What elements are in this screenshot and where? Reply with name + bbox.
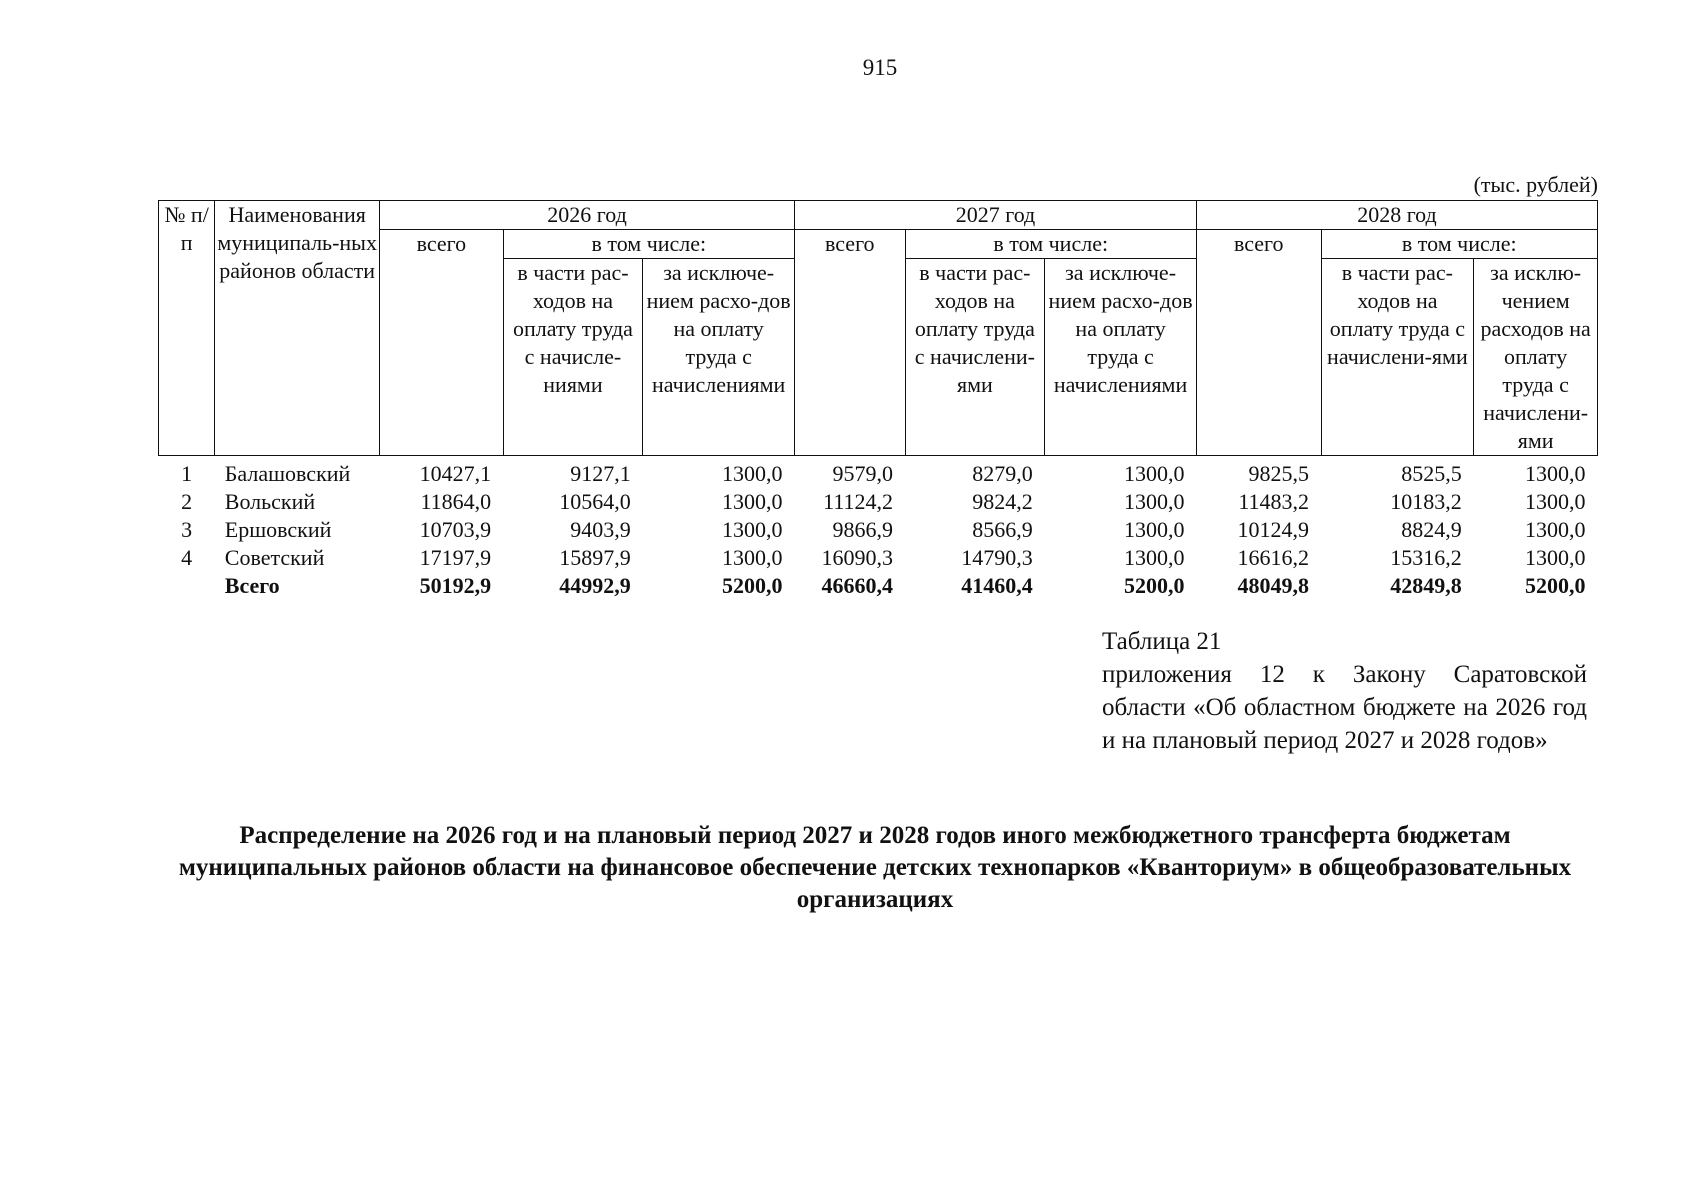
cell-value: 11124,2 <box>823 489 894 514</box>
header-total-2028: всего <box>1196 230 1321 456</box>
table-row <box>159 488 1598 516</box>
units-note: (тыс. рублей) <box>1473 172 1598 197</box>
cell-value: 1300,0 <box>1525 489 1586 514</box>
row-name: Вольский <box>224 489 316 514</box>
table-caption <box>1102 625 1587 757</box>
cell-value: 1300,0 <box>1123 489 1185 514</box>
row-num: 3 <box>181 517 193 542</box>
cell-value: 5200,0 <box>1525 573 1586 598</box>
cell-value: 1300,0 <box>722 489 783 514</box>
cell-value: 46660,4 <box>821 573 894 598</box>
header-including-2027: в том числе: <box>905 230 1196 259</box>
cell-value: 8525,5 <box>1401 461 1462 486</box>
cell-value: 1300,0 <box>1123 461 1185 486</box>
page-number: 915 <box>862 55 898 80</box>
cell-value: 5200,0 <box>1123 573 1185 598</box>
header-year-2028: 2028 год <box>1196 201 1597 230</box>
cell-value: 11483,2 <box>1238 489 1310 514</box>
header-name: Наименования муниципаль-ных районов области <box>215 201 380 456</box>
cell-value: 41460,4 <box>961 573 1033 598</box>
header-nonlabor-2027: за исключе-нием расхо-дов на оплату труда с начислениями <box>1045 259 1197 456</box>
header-including-2028: в том числе: <box>1321 230 1597 259</box>
cell-value: 15316,2 <box>1390 545 1462 570</box>
cell-value: 1300,0 <box>1525 517 1586 542</box>
cell-value: 16090,3 <box>821 545 894 570</box>
cell-value: 11864,0 <box>420 489 492 514</box>
cell-value: 1300,0 <box>722 461 783 486</box>
cell-value: 9403,9 <box>570 517 631 542</box>
cell-value: 9825,5 <box>1248 461 1310 486</box>
header-nonlabor-2028: за исклю-чением расходов на оплату труда с начислени-ями <box>1474 259 1598 456</box>
caption-text: приложения 12 к Закону Саратовской области «Об областном бюджете на 2026 год и на плановый период 2027 и 2028 годов» <box>1102 661 1587 754</box>
header-labor-2026: в части рас-ходов на оплату труда с начисле-ниями <box>503 259 643 456</box>
cell-value: 5200,0 <box>722 573 783 598</box>
cell-value: 10703,9 <box>419 517 492 542</box>
section-heading: Распределение на 2026 год и на плановый период 2027 и 2028 годов иного межбюджетного трансферта бюджетам муниципальных районов области на финансовое обеспечение детских технопарков «Кванториум» в общеобразовательных организациях <box>178 822 1572 913</box>
row-name: Советский <box>224 545 325 570</box>
cell-value: 10564,0 <box>559 489 631 514</box>
header-year-2026: 2026 год <box>380 201 795 230</box>
row-num: 2 <box>181 489 193 514</box>
cell-value: 1300,0 <box>722 545 783 570</box>
cell-value: 17197,9 <box>419 545 492 570</box>
table-row <box>159 516 1598 544</box>
cell-value: 1300,0 <box>1525 545 1586 570</box>
header-total-2026: всего <box>380 230 504 456</box>
cell-value: 8566,9 <box>972 517 1033 542</box>
cell-value: 8824,9 <box>1401 517 1462 542</box>
header-including-2026: в том числе: <box>503 230 794 259</box>
header-num: № п/п <box>159 201 215 456</box>
cell-value: 10124,9 <box>1237 517 1310 542</box>
table-row <box>159 456 1598 489</box>
cell-value: 15897,9 <box>559 545 631 570</box>
cell-value: 16616,2 <box>1237 545 1310 570</box>
row-name: Всего <box>224 573 280 598</box>
row-num: 1 <box>181 461 193 486</box>
header-total-2027: всего <box>795 230 906 456</box>
row-name: Ершовский <box>224 517 332 542</box>
cell-value: 8279,0 <box>972 461 1033 486</box>
cell-value: 9127,1 <box>570 461 631 486</box>
caption-title: Таблица 21 <box>1102 628 1222 655</box>
table-row <box>159 544 1598 572</box>
header-nonlabor-2026: за исключе-нием расхо-дов на оплату труда с начислениями <box>643 259 795 456</box>
header-labor-2028: в части рас-ходов на оплату труда с начислени-ями <box>1321 259 1474 456</box>
cell-value: 1300,0 <box>1123 545 1185 570</box>
row-num: 4 <box>181 545 193 570</box>
header-labor-2027: в части рас-ходов на оплату труда с начислени-ями <box>905 259 1045 456</box>
budget-table <box>158 200 1598 600</box>
cell-value: 14790,3 <box>961 545 1033 570</box>
cell-value: 44992,9 <box>559 573 631 598</box>
cell-value: 10427,1 <box>419 461 492 486</box>
header-year-2027: 2027 год <box>795 201 1197 230</box>
row-name: Балашовский <box>224 461 351 486</box>
cell-value: 50192,9 <box>419 573 492 598</box>
cell-value: 9579,0 <box>832 461 894 486</box>
cell-value: 9866,9 <box>832 517 894 542</box>
cell-value: 1300,0 <box>1123 517 1185 542</box>
total-row <box>159 572 1598 600</box>
cell-value: 10183,2 <box>1390 489 1462 514</box>
cell-value: 9824,2 <box>972 489 1033 514</box>
cell-value: 1300,0 <box>722 517 783 542</box>
cell-value: 48049,8 <box>1237 573 1310 598</box>
row-num <box>159 572 215 600</box>
cell-value: 1300,0 <box>1525 461 1586 486</box>
cell-value: 42849,8 <box>1390 573 1462 598</box>
